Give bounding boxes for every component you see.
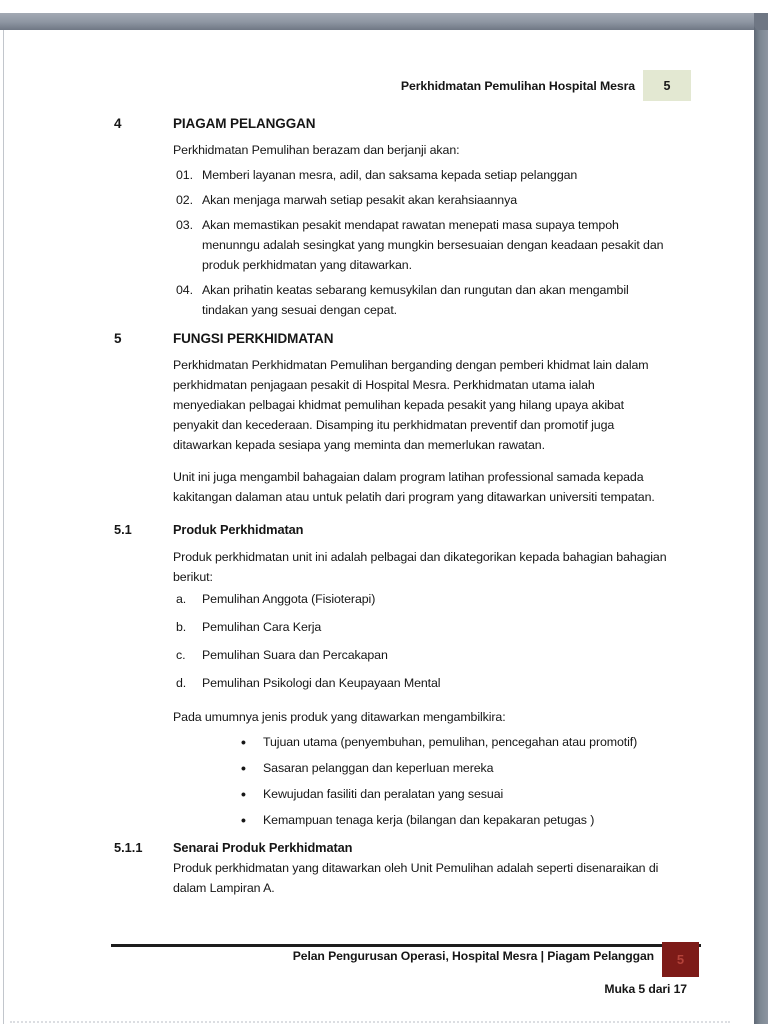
- list-item-text: Akan memastikan pesakit mendapat rawatan menepati masa supaya tempoh menunngu adalah sesingkat yang mungkin bersesuaian dengan keadaan pesakit dan produk perkhidmatan yang ditawarkan.: [202, 218, 664, 272]
- list-item-number: 02.: [176, 193, 193, 207]
- list-item: [176, 673, 667, 693]
- paragraph: Produk perkhidmatan yang ditawarkan oleh Unit Pemulihan adalah seperti disenaraikan di dalam Lampiran A.: [173, 861, 659, 895]
- list-item-text: Sasaran pelanggan dan keperluan mereka: [263, 761, 494, 775]
- section-5-1-1-body: [173, 858, 667, 898]
- section-number: 5.1.1: [114, 840, 143, 855]
- list-item-text: Memberi layanan mesra, adil, dan saksama kepada setiap pelanggan: [202, 168, 578, 182]
- section-4-body: [173, 140, 667, 320]
- section-number: 4: [114, 116, 122, 131]
- paragraph: Pada umumnya jenis produk yang ditawarkan mengambilkira:: [173, 710, 506, 724]
- bullet-icon: [241, 732, 263, 753]
- document-page: [3, 30, 753, 1024]
- paragraph: Unit ini juga mengambil bahagaian dalam program latihan professional samada kepada kakitangan dalaman atau untuk pelatih dari program yang ditawarkan universiti tempatan.: [173, 470, 655, 504]
- list-item: [241, 732, 667, 753]
- list-item-text: Akan prihatin keatas sebarang kemusykilan dan rungutan dan akan mengambil tindakan yang sesuai dengan cepat.: [202, 283, 629, 317]
- footer-page-info: Muka 5 dari 17: [604, 982, 687, 996]
- section-title: FUNGSI PERKHIDMATAN: [173, 331, 334, 346]
- viewer-right-margin-band: [754, 13, 768, 1024]
- list-item-number: 04.: [176, 283, 193, 297]
- bullet-icon: [241, 784, 263, 805]
- page-content: [4, 30, 753, 898]
- list-item: [241, 784, 667, 805]
- list-item-text: Pemulihan Psikologi dan Keupayaan Mental: [202, 676, 441, 690]
- section-5-body: [173, 355, 667, 507]
- paragraph: Perkhidmatan Perkhidmatan Pemulihan berganding dengan pemberi khidmat lain dalam perkhidmatan penjagaan pesakit di Hospital Mesra. Perkhidmatan utama ialah menyediakan pelbagai khidmat pemulihan kepada pesakit yang hilang upaya akibat penyakit dan kecederaan. Disamping itu perkhidmatan preventif dan promotif juga ditawarkan kepada sesiapa yang meminta dan memerlukan rawatan.: [173, 358, 649, 452]
- list-item: [176, 280, 667, 320]
- header-title: Perkhidmatan Pemulihan Hospital Mesra: [400, 78, 635, 93]
- list-item-text: Tujuan utama (penyembuhan, pemulihan, pencegahan atau promotif): [263, 735, 638, 749]
- list-item: [241, 810, 667, 831]
- section-5-heading: [114, 330, 667, 348]
- section-title: PIAGAM PELANGGAN: [173, 116, 316, 131]
- section-title: Senarai Produk Perkhidmatan: [173, 840, 353, 855]
- viewer-top-margin-band: [0, 13, 768, 30]
- list-item-text: Pemulihan Suara dan Percakapan: [202, 648, 388, 662]
- list-item-text: Pemulihan Anggota (Fisioterapi): [202, 592, 376, 606]
- section-5-1-heading: [114, 521, 667, 539]
- list-item-text: Kemampuan tenaga kerja (bilangan dan kepakaran petugas ): [263, 813, 595, 827]
- list-item: [176, 190, 667, 210]
- list-item-number: 03.: [176, 218, 193, 232]
- section-number: 5: [114, 331, 122, 346]
- section-5-1-body: [173, 547, 667, 831]
- section-title: Produk Perkhidmatan: [173, 522, 304, 537]
- list-item: [176, 617, 667, 637]
- section-5-1-1-heading: [114, 839, 667, 857]
- list-item-text: Pemulihan Cara Kerja: [202, 620, 322, 634]
- viewer-corner: [754, 13, 768, 30]
- list-item-letter: b.: [176, 620, 187, 634]
- list-item: [176, 165, 667, 185]
- paragraph: Produk perkhidmatan unit ini adalah pelbagai dan dikategorikan kepada bahagian bahagian berikut:: [173, 550, 667, 584]
- list-item-letter: d.: [176, 676, 187, 690]
- list-item: [176, 589, 667, 609]
- running-footer: [293, 942, 699, 977]
- list-item: [241, 758, 667, 779]
- footer-title: Pelan Pengurusan Operasi, Hospital Mesra | Piagam Pelanggan: [292, 949, 654, 963]
- list-item-letter: a.: [176, 592, 187, 606]
- bullet-icon: [241, 810, 263, 831]
- numbered-list: [176, 165, 667, 320]
- list-item-text: Akan menjaga marwah setiap pesakit akan kerahsiaannya: [202, 193, 517, 207]
- list-item-letter: c.: [176, 648, 186, 662]
- bullet-list: [241, 732, 667, 831]
- section-4-heading: [114, 115, 667, 133]
- list-item-text: Kewujudan fasiliti dan peralatan yang sesuai: [263, 787, 504, 801]
- list-item: [176, 215, 667, 275]
- footer-page-number-badge: 5: [662, 942, 699, 977]
- paragraph: Perkhidmatan Pemulihan berazam dan berjanji akan:: [173, 143, 460, 157]
- list-item-number: 01.: [176, 168, 193, 182]
- lettered-list: [176, 589, 667, 693]
- list-item: [176, 645, 667, 665]
- running-header: [114, 70, 691, 101]
- bullet-icon: [241, 758, 263, 779]
- page-bottom-edge: [10, 1021, 730, 1023]
- header-page-number-badge: 5: [643, 70, 691, 101]
- section-number: 5.1: [114, 522, 132, 537]
